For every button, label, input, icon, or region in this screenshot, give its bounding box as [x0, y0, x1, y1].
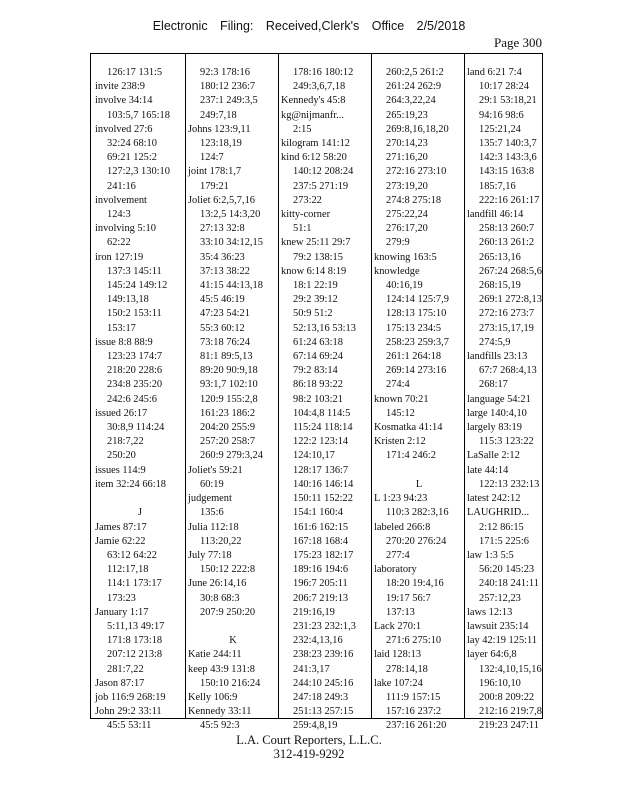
index-line: 69:21 125:2: [107, 152, 157, 164]
index-line: L 1:23 94:23: [374, 493, 428, 505]
index-line: 261:1 264:18: [386, 351, 442, 363]
index-line: kind 6:12 58:20: [281, 152, 347, 164]
index-line: 185:7,16: [479, 180, 516, 192]
index-line: kitty-corner: [281, 209, 331, 221]
index-line: 110:3 282:3,16: [386, 507, 449, 519]
index-line: 247:18 249:3: [293, 691, 349, 703]
index-line: 271:16,20: [386, 152, 428, 164]
index-line: 234:8 235:20: [107, 379, 163, 391]
index-line: 189:16 194:6: [293, 564, 349, 576]
index-line: 104:4,8 114:5: [293, 407, 351, 419]
index-line: Joliet's 59:21: [188, 464, 243, 476]
index-line: 171:4 246:2: [386, 450, 436, 462]
index-line: 150:2 153:11: [107, 308, 162, 320]
index-column-2: [188, 66, 278, 732]
index-line: labeled 266:8: [374, 521, 431, 533]
index-line: Kennedy 33:11: [188, 706, 252, 718]
index-line: 206:7 219:13: [293, 592, 349, 604]
index-line: 79:2 83:14: [293, 365, 338, 377]
reporter-phone: 312-419-9292: [273, 747, 345, 761]
index-line: James 87:17: [95, 521, 147, 533]
index-line: 122:2 123:14: [293, 436, 349, 448]
index-line: 161:23 186:2: [200, 407, 256, 419]
index-line: 237:5 271:19: [293, 180, 349, 192]
index-line: 207:9 250:20: [200, 606, 256, 618]
index-line: 178:16 180:12: [293, 67, 354, 78]
index-line: 55:3 60:12: [200, 322, 245, 334]
page-number: Page 300: [494, 35, 543, 50]
index-line: January 1:17: [95, 606, 149, 618]
index-line: 81:1 89:5,13: [200, 351, 253, 363]
column-divider: [185, 54, 186, 718]
index-line: 45:5 46:19: [200, 294, 245, 306]
index-line: involving 5:10: [95, 223, 156, 235]
index-line: 257:12,23: [479, 592, 521, 604]
index-line: 112:17,18: [107, 564, 149, 576]
index-line: involve 34:14: [95, 95, 153, 107]
index-line: landfills 23:13: [467, 351, 528, 363]
index-line: Kristen 2:12: [374, 436, 426, 448]
index-line: Kennedy's 45:8: [281, 95, 346, 107]
index-column-5: [467, 66, 557, 732]
index-line: 30:8 68:3: [200, 592, 240, 604]
index-line: 275:22,24: [386, 209, 428, 221]
index-line: 196:7 205:11: [293, 578, 348, 590]
index-line: 249:3,6,7,18: [293, 81, 346, 93]
index-line: 137:3 145:11: [107, 265, 162, 277]
index-line: 277:4: [386, 549, 410, 561]
index-column-1: [95, 66, 185, 732]
index-line: 269:14 273:16: [386, 365, 447, 377]
index-line: 171:5 225:6: [479, 535, 529, 547]
index-line: 126:17 131:5: [107, 67, 163, 78]
index-line: 250:20: [107, 450, 136, 462]
index-line: 29:1 53:18,21: [479, 95, 537, 107]
index-line: 212:16 219:7,8: [479, 706, 542, 718]
index-line: 2:15: [293, 123, 312, 135]
index-line: 56:20 145:23: [479, 564, 535, 576]
index-line: 278:14,18: [386, 663, 428, 675]
index-line: John 29:2 33:11: [95, 706, 162, 718]
index-line: 51:1: [293, 223, 312, 235]
index-line: 154:1 160:4: [293, 507, 343, 519]
index-line: 89:20 90:9,18: [200, 365, 258, 377]
index-line: 150:10 216:24: [200, 677, 261, 689]
index-line: late 44:14: [467, 464, 509, 476]
index-line: 145:24 149:12: [107, 280, 168, 292]
index-line: 267:24 268:5,6: [479, 265, 542, 277]
index-line: 10:17 28:24: [479, 81, 529, 93]
index-line: 79:2 138:15: [293, 251, 343, 263]
index-line: 171:8 173:18: [107, 635, 163, 647]
index-line: Johns 123:9,11: [188, 123, 251, 135]
index-line: language 54:21: [467, 393, 531, 405]
index-line: 63:12 64:22: [107, 549, 157, 561]
index-line: 270:20 276:24: [386, 535, 447, 547]
index-line: 260:13 261:2: [479, 237, 535, 249]
index-line: 218:7,22: [107, 436, 144, 448]
index-line: 258:23 259:3,7: [386, 336, 449, 348]
column-divider: [371, 54, 372, 718]
index-line: 124:3: [107, 209, 131, 221]
index-line: 33:10 34:12,15: [200, 237, 263, 249]
index-line: July 77:18: [188, 549, 232, 561]
index-line: 37:13 38:22: [200, 265, 250, 277]
index-line: 231:23 232:1,3: [293, 620, 356, 632]
index-line: 260:2,5 261:2: [386, 67, 444, 78]
index-line: joint 178:1,7: [188, 166, 242, 178]
index-line: 92:3 178:16: [200, 67, 250, 78]
index-line: 125:21,24: [479, 123, 521, 135]
index-line: 274:4: [386, 379, 410, 391]
index-line: 128:13 175:10: [386, 308, 447, 320]
index-line: Jason 87:17: [95, 677, 145, 689]
index-line: 32:24 68:10: [107, 138, 157, 150]
index-line: LaSalle 2:12: [467, 450, 520, 462]
index-line: 13:2,5 14:3,20: [200, 209, 261, 221]
index-line: 273:22: [293, 194, 322, 206]
index-line: 242:6 245:6: [107, 393, 157, 405]
index-line: knowledge: [374, 265, 420, 277]
index-line: 40:16,19: [386, 280, 423, 292]
index-line: 50:9 51:2: [293, 308, 333, 320]
index-line: job 116:9 268:19: [95, 691, 166, 703]
index-line: 52:13,16 53:13: [293, 322, 356, 334]
index-line: 45:5 92:3: [200, 720, 240, 732]
filing-stamp: Electronic Filing: Received,Clerk's Office 2/5/2018: [152, 19, 466, 33]
index-line: laws 12:13: [467, 606, 513, 618]
index-line: 5:11,13 49:17: [107, 620, 165, 632]
section-letter: K: [229, 635, 237, 647]
column-divider: [278, 54, 279, 718]
index-line: 135:7 140:3,7: [479, 138, 537, 150]
index-line: 124:7: [200, 152, 224, 164]
index-line: 67:7 268:4,13: [479, 365, 537, 377]
index-line: 123:23 174:7: [107, 351, 163, 363]
index-line: 18:1 22:19: [293, 280, 338, 292]
index-line: 261:24 262:9: [386, 81, 442, 93]
index-line: 274:8 275:18: [386, 194, 442, 206]
index-line: 251:13 257:15: [293, 706, 354, 718]
index-line: 274:5,9: [479, 336, 511, 348]
index-line: 114:1 173:17: [107, 578, 162, 590]
index-table: [90, 53, 543, 732]
index-line: 128:17 136:7: [293, 464, 349, 476]
index-line: 115:24 118:14: [293, 422, 353, 434]
index-line: latest 242:12: [467, 493, 521, 505]
index-line: 207:12 213:8: [107, 649, 163, 661]
index-line: 273:15,17,19: [479, 322, 534, 334]
index-line: invite 238:9: [95, 81, 145, 93]
index-line: 150:12 222:8: [200, 564, 256, 576]
index-line: 281:7,22: [107, 663, 144, 675]
index-line: [95, 492, 185, 506]
index-line: 153:17: [107, 322, 136, 334]
index-line: large 140:4,10: [467, 407, 527, 419]
index-column-4: [374, 66, 464, 732]
index-line: 161:6 162:15: [293, 521, 349, 533]
index-line: 140:12 208:24: [293, 166, 354, 178]
index-line: 47:23 54:21: [200, 308, 250, 320]
index-line: 157:16 237:2: [386, 706, 442, 718]
index-line: 2:12 86:15: [479, 521, 524, 533]
index-line: 272:16 273:7: [479, 308, 535, 320]
index-line: 175:23 182:17: [293, 549, 354, 561]
index-line: Kosmatka 41:14: [374, 422, 443, 434]
index-line: 265:13,16: [479, 251, 521, 263]
index-line: 270:14,23: [386, 138, 428, 150]
index-line: known 70:21: [374, 393, 429, 405]
index-line: largely 83:19: [467, 422, 522, 434]
index-line: 241:3,17: [293, 663, 330, 675]
index-line: layer 64:6,8: [467, 649, 517, 661]
index-line: 124:10,17: [293, 450, 335, 462]
index-line: 269:1 272:8,13: [479, 294, 542, 306]
index-line: 30:8,9 114:24: [107, 422, 165, 434]
index-line: law 1:3 5:5: [467, 549, 514, 561]
index-line: 180:12 236:7: [200, 81, 256, 93]
index-line: 122:13 232:13: [479, 478, 540, 490]
index-line: 124:14 125:7,9: [386, 294, 449, 306]
index-line: issues 114:9: [95, 464, 146, 476]
index-line: keep 43:9 131:8: [188, 663, 255, 675]
index-line: 218:20 228:6: [107, 365, 163, 377]
index-line: laid 128:13: [374, 649, 422, 661]
index-line: 67:14 69:24: [293, 351, 343, 363]
index-line: 279:9: [386, 237, 410, 249]
index-line: lawsuit 235:14: [467, 620, 529, 632]
index-line: 35:4 36:23: [200, 251, 245, 263]
index-line: 98:2 103:21: [293, 393, 343, 405]
section-letter: L: [415, 478, 423, 490]
index-line: 73:18 76:24: [200, 336, 250, 348]
index-line: 196:10,10: [479, 677, 521, 689]
index-line: issue 8:8 88:9: [95, 336, 153, 348]
index-line: 219:23 247:11: [479, 720, 539, 732]
index-line: 237:16 261:20: [386, 720, 447, 732]
index-line: 237:1 249:3,5: [200, 95, 258, 107]
index-line: 113:20,22: [200, 535, 242, 547]
section-letter: J: [137, 507, 143, 519]
index-line: 268:17: [479, 379, 508, 391]
index-line: Julia 112:18: [188, 521, 239, 533]
index-line: [374, 464, 464, 478]
index-line: 140:16 146:14: [293, 478, 354, 490]
index-line: 232:4,13,16: [293, 635, 343, 647]
index-line: item 32:24 66:18: [95, 478, 166, 490]
index-line: June 26:14,16: [188, 578, 247, 590]
index-line: landfill 46:14: [467, 209, 524, 221]
index-line: 93:1,7 102:10: [200, 379, 258, 391]
index-line: 241:16: [107, 180, 136, 192]
index-line: 204:20 255:9: [200, 422, 256, 434]
index-line: involved 27:6: [95, 123, 153, 135]
index-line: 269:8,16,18,20: [386, 123, 449, 135]
index-line: laboratory: [374, 564, 417, 576]
index-line: 142:3 143:3,6: [479, 152, 537, 164]
index-line: LAUGHRID...: [467, 507, 530, 519]
index-line: land 6:21 7:4: [467, 67, 522, 78]
index-line: 41:15 44:13,18: [200, 280, 263, 292]
index-line: 264:3,22,24: [386, 95, 436, 107]
index-line: Jamie 62:22: [95, 535, 146, 547]
index-line: 94:16 98:6: [479, 109, 524, 121]
index-line: 244:10 245:16: [293, 677, 354, 689]
index-line: 45:5 53:11: [107, 720, 152, 732]
index-line: lake 107:24: [374, 677, 423, 689]
index-line: 137:13: [386, 606, 415, 618]
index-line: 19:17 56:7: [386, 592, 431, 604]
index-line: 272:16 273:10: [386, 166, 447, 178]
index-line: Katie 244:11: [188, 649, 242, 661]
index-line: issued 26:17: [95, 407, 148, 419]
index-line: 61:24 63:18: [293, 336, 343, 348]
index-column-3: [281, 66, 371, 732]
index-line: 18:20 19:4,16: [386, 578, 444, 590]
index-line: 258:13 260:7: [479, 223, 535, 235]
index-line: 150:11 152:22: [293, 493, 353, 505]
index-line: 27:13 32:8: [200, 223, 245, 235]
index-line: 219:16,19: [293, 606, 335, 618]
index-line: kg@nijmanfr...: [281, 109, 344, 121]
index-line: 29:2 39:12: [293, 294, 338, 306]
index-line: iron 127:19: [95, 251, 144, 263]
index-line: Lack 270:1: [374, 620, 422, 632]
index-line: 259:4,8,19: [293, 720, 338, 732]
index-line: 173:23: [107, 592, 136, 604]
index-line: 143:15 163:8: [479, 166, 535, 178]
index-line: 120:9 155:2,8: [200, 393, 258, 405]
index-line: 268:15,19: [479, 280, 521, 292]
index-line: 60:19: [200, 478, 224, 490]
index-line: 271:6 275:10: [386, 635, 442, 647]
index-line: 200:8 209:22: [479, 691, 535, 703]
index-line: 145:12: [386, 407, 415, 419]
index-line: 86:18 93:22: [293, 379, 343, 391]
index-line: 127:2,3 130:10: [107, 166, 170, 178]
index-line: 135:6: [200, 507, 224, 519]
index-line: judgement: [188, 493, 232, 505]
index-line: Joliet 6:2,5,7,16: [188, 194, 255, 206]
index-line: 132:4,10,15,16: [479, 663, 542, 675]
index-line: knowing 163:5: [374, 251, 437, 263]
index-line: 167:18 168:4: [293, 535, 349, 547]
index-line: knew 25:11 29:7: [281, 237, 351, 249]
index-line: know 6:14 8:19: [281, 265, 347, 277]
index-line: 123:18,19: [200, 138, 242, 150]
column-divider: [464, 54, 465, 718]
index-line: 273:19,20: [386, 180, 428, 192]
reporter-company: L.A. Court Reporters, L.L.C.: [236, 733, 382, 747]
index-line: 257:20 258:7: [200, 436, 256, 448]
index-line: 260:9 279:3,24: [200, 450, 263, 462]
index-line: 265:19,23: [386, 109, 428, 121]
index-line: 175:13 234:5: [386, 322, 442, 334]
index-line: 240:18 241:11: [479, 578, 539, 590]
index-line: 238:23 239:16: [293, 649, 354, 661]
index-line: kilogram 141:12: [281, 138, 350, 150]
index-line: 222:16 261:17: [479, 194, 540, 206]
index-line: 249:7,18: [200, 109, 237, 121]
index-line: [188, 620, 278, 634]
index-line: 149:13,18: [107, 294, 149, 306]
index-line: involvement: [95, 194, 147, 206]
index-line: 276:17,20: [386, 223, 428, 235]
index-line: 62:22: [107, 237, 131, 249]
index-line: 179:21: [200, 180, 229, 192]
index-line: lay 42:19 125:11: [467, 635, 538, 647]
index-line: 103:5,7 165:18: [107, 109, 170, 121]
index-line: 111:9 157:15: [386, 691, 441, 703]
index-line: 115:3 123:22: [479, 436, 534, 448]
index-line: Kelly 106:9: [188, 691, 238, 703]
